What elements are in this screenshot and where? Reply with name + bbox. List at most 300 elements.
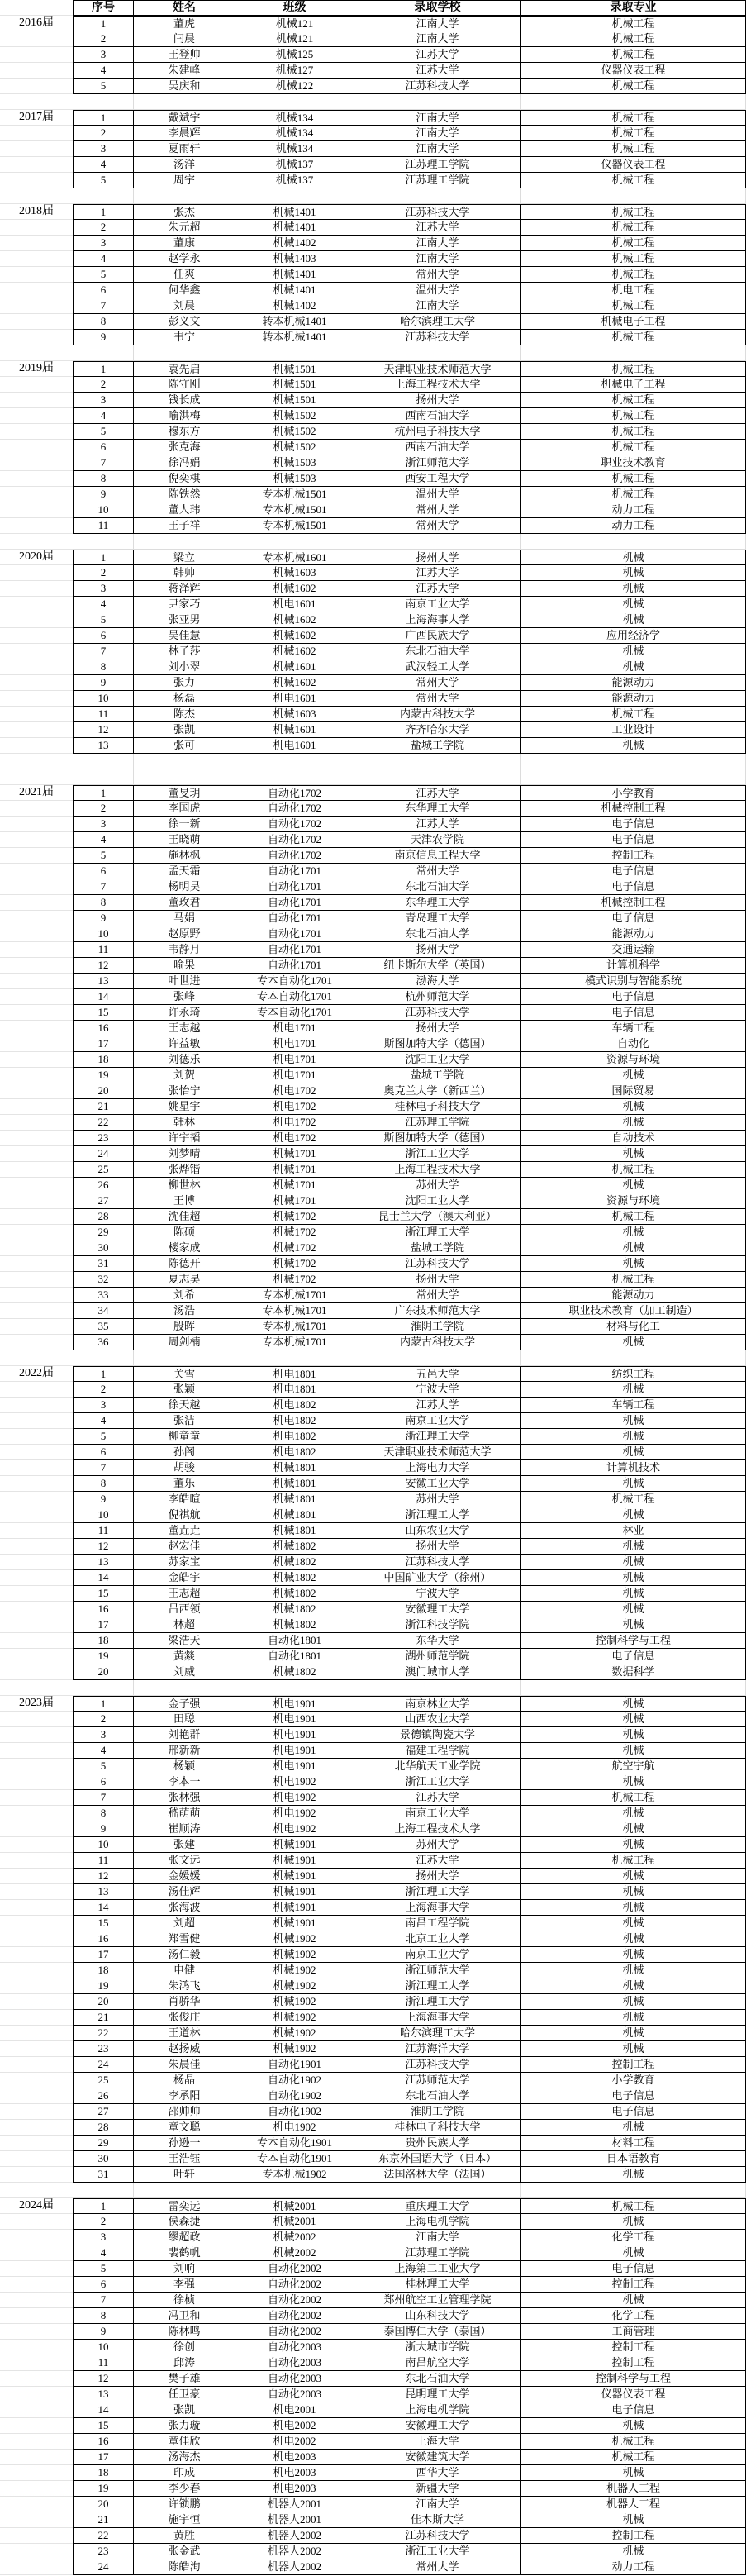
table-cell: 专本机械1701 bbox=[235, 1303, 354, 1319]
table-row bbox=[0, 16, 746, 31]
year-cell bbox=[0, 1445, 73, 1460]
table-cell: 自动化1902 bbox=[235, 2073, 354, 2088]
table-cell: 2 bbox=[73, 126, 134, 141]
table-cell: 自动化1701 bbox=[235, 895, 354, 911]
year-cell bbox=[0, 408, 73, 424]
table-cell: 施林枫 bbox=[134, 848, 235, 864]
year-cell bbox=[0, 173, 73, 188]
table-cell: 12 bbox=[73, 722, 134, 738]
table-cell: 彭义文 bbox=[134, 314, 235, 330]
table-cell: 机械电子工程 bbox=[521, 377, 746, 393]
table-cell: 黄胜 bbox=[134, 2528, 235, 2544]
table-cell: 17 bbox=[73, 1617, 134, 1633]
separator-cell bbox=[354, 1350, 521, 1366]
separator-cell bbox=[73, 345, 134, 361]
table-cell: 机械 bbox=[521, 2026, 746, 2041]
table-cell: 机械121 bbox=[235, 16, 354, 31]
table-cell: 机械1503 bbox=[235, 471, 354, 487]
table-cell: 13 bbox=[73, 974, 134, 989]
table-cell: 2 bbox=[73, 801, 134, 817]
table-cell: 奥克兰大学（新西兰） bbox=[354, 1083, 521, 1099]
table-cell: 24 bbox=[73, 2057, 134, 2073]
table-cell: 邵帅帅 bbox=[134, 2104, 235, 2120]
table-cell: 机械 bbox=[521, 2418, 746, 2434]
table-cell: 蒋泽辉 bbox=[134, 581, 235, 597]
table-cell: 章佳欣 bbox=[134, 2434, 235, 2450]
table-cell: 应用经济学 bbox=[521, 628, 746, 644]
table-row bbox=[0, 1319, 746, 1335]
table-cell: 杨磊 bbox=[134, 691, 235, 707]
table-row bbox=[0, 911, 746, 926]
table-cell: 机械1603 bbox=[235, 565, 354, 581]
table-row bbox=[0, 1382, 746, 1398]
table-row bbox=[0, 1413, 746, 1429]
table-cell: 关雪 bbox=[134, 1366, 235, 1382]
table-cell: 江苏大学 bbox=[354, 220, 521, 236]
year-cell bbox=[0, 1633, 73, 1649]
year-cell bbox=[0, 94, 73, 110]
table-cell: 孙阁 bbox=[134, 1445, 235, 1460]
table-cell: 机械 bbox=[521, 1335, 746, 1350]
table-cell: 机器人2002 bbox=[235, 2528, 354, 2544]
table-row bbox=[0, 1366, 746, 1382]
year-cell bbox=[0, 1398, 73, 1413]
table-cell: 泰国博仁大学（泰国） bbox=[354, 2324, 521, 2340]
table-cell: 江苏理工学院 bbox=[354, 157, 521, 173]
year-cell bbox=[0, 1429, 73, 1445]
year-cell bbox=[0, 1821, 73, 1837]
year-cell bbox=[0, 1146, 73, 1162]
table-cell: 机械 bbox=[521, 644, 746, 659]
table-cell: 3 bbox=[73, 141, 134, 157]
year-cell bbox=[0, 644, 73, 659]
year-cell bbox=[0, 2010, 73, 2026]
table-cell: 郑雪健 bbox=[134, 1931, 235, 1947]
table-cell: 浙江工业大学 bbox=[354, 1774, 521, 1790]
table-cell: 36 bbox=[73, 1335, 134, 1350]
table-cell: 李皓暄 bbox=[134, 1492, 235, 1507]
table-cell: 周宇 bbox=[134, 173, 235, 188]
table-cell: 机械1902 bbox=[235, 2010, 354, 2026]
table-cell: 机械1501 bbox=[235, 377, 354, 393]
table-cell: 南昌工程学院 bbox=[354, 1916, 521, 1931]
table-cell: 常州大学 bbox=[354, 518, 521, 534]
table-row bbox=[0, 895, 746, 911]
separator-cell bbox=[235, 2183, 354, 2198]
table-cell: 自动化1702 bbox=[235, 817, 354, 832]
year-cell bbox=[0, 31, 73, 47]
year-cell bbox=[0, 2230, 73, 2245]
table-cell: 夏志昊 bbox=[134, 1272, 235, 1288]
table-cell: 浙江理工大学 bbox=[354, 1225, 521, 1240]
table-cell: 机械1802 bbox=[235, 1602, 354, 1617]
table-cell: 专本机械1501 bbox=[235, 502, 354, 518]
table-cell: 五邑大学 bbox=[354, 1366, 521, 1382]
table-cell: 机械 bbox=[521, 1115, 746, 1131]
table-cell: 江苏科技大学 bbox=[354, 2057, 521, 2073]
table-cell: 材料与化工 bbox=[521, 1319, 746, 1335]
table-row bbox=[0, 1994, 746, 2010]
year-cell bbox=[0, 2136, 73, 2151]
table-cell: 自动化1902 bbox=[235, 2104, 354, 2120]
table-cell: 机电1801 bbox=[235, 1382, 354, 1398]
separator-cell bbox=[73, 1350, 134, 1366]
table-cell: 机械工程 bbox=[521, 330, 746, 345]
table-cell: 扬州大学 bbox=[354, 1539, 521, 1555]
table-cell: 4 bbox=[73, 2245, 134, 2261]
table-cell: 自动技术 bbox=[521, 1131, 746, 1146]
year-cell bbox=[0, 2308, 73, 2324]
table-row bbox=[0, 565, 746, 581]
table-cell: 机械 bbox=[521, 1240, 746, 1256]
table-cell: 自动化2002 bbox=[235, 2261, 354, 2277]
table-cell: 机械1603 bbox=[235, 707, 354, 722]
year-cell bbox=[0, 455, 73, 471]
table-row bbox=[0, 2198, 746, 2214]
table-row bbox=[0, 1445, 746, 1460]
table-cell: 化学工程 bbox=[521, 2308, 746, 2324]
table-row bbox=[0, 2340, 746, 2355]
year-cell bbox=[0, 377, 73, 393]
year-cell bbox=[0, 2183, 73, 2198]
table-cell: 汤仁毅 bbox=[134, 1947, 235, 1963]
table-row bbox=[0, 942, 746, 958]
table-cell: 17 bbox=[73, 1036, 134, 1052]
table-cell: 6 bbox=[73, 440, 134, 455]
table-cell: 车辆工程 bbox=[521, 1021, 746, 1036]
table-cell: 东华大学 bbox=[354, 1633, 521, 1649]
table-row bbox=[0, 1193, 746, 1209]
table-row bbox=[0, 330, 746, 345]
table-row bbox=[0, 157, 746, 173]
table-row bbox=[0, 738, 746, 754]
table-cell: 4 bbox=[73, 1413, 134, 1429]
table-cell: 16 bbox=[73, 1602, 134, 1617]
year-cell bbox=[0, 63, 73, 79]
table-cell: 安徽工业大学 bbox=[354, 1476, 521, 1492]
table-cell: 内蒙古科技大学 bbox=[354, 1335, 521, 1350]
table-cell: 机械 bbox=[521, 1712, 746, 1727]
table-cell: 机械工程 bbox=[521, 2434, 746, 2450]
table-cell: 机电1702 bbox=[235, 1083, 354, 1099]
table-row bbox=[0, 1523, 746, 1539]
year-cell bbox=[0, 1916, 73, 1931]
table-row bbox=[0, 1916, 746, 1931]
table-cell: 温州大学 bbox=[354, 283, 521, 298]
table-cell: 24 bbox=[73, 1146, 134, 1162]
table-cell: 江苏大学 bbox=[354, 581, 521, 597]
table-cell: 机械工程 bbox=[521, 393, 746, 408]
table-cell: 机械工程 bbox=[521, 47, 746, 63]
table-cell: 机械工程 bbox=[521, 16, 746, 31]
table-cell: 机械1902 bbox=[235, 1963, 354, 1978]
table-cell: 江南大学 bbox=[354, 2497, 521, 2512]
table-cell: 1 bbox=[73, 16, 134, 31]
year-cell bbox=[0, 251, 73, 267]
table-cell: 机械工程 bbox=[521, 141, 746, 157]
table-cell: 21 bbox=[73, 2512, 134, 2528]
table-cell: 14 bbox=[73, 2402, 134, 2418]
table-cell: 张林强 bbox=[134, 1790, 235, 1806]
year-cell bbox=[0, 1806, 73, 1821]
separator-cell bbox=[73, 2183, 134, 2198]
year-cell bbox=[0, 942, 73, 958]
table-cell: 28 bbox=[73, 2120, 134, 2136]
table-cell: 5 bbox=[73, 79, 134, 94]
table-cell: 机械 bbox=[521, 1617, 746, 1633]
table-cell: 机电1901 bbox=[235, 1712, 354, 1727]
table-cell: 林子莎 bbox=[134, 644, 235, 659]
table-row bbox=[0, 1131, 746, 1146]
table-cell: 机械 bbox=[521, 612, 746, 628]
table-cell: 上海大学 bbox=[354, 2434, 521, 2450]
table-cell: 控制工程 bbox=[521, 2355, 746, 2371]
table-row bbox=[0, 2512, 746, 2528]
table-row bbox=[0, 2528, 746, 2544]
year-cell bbox=[0, 1884, 73, 1900]
table-cell: 3 bbox=[73, 817, 134, 832]
table-cell: 穆东方 bbox=[134, 424, 235, 440]
table-cell: 机械工程 bbox=[521, 204, 746, 220]
table-cell: 6 bbox=[73, 1445, 134, 1460]
table-row bbox=[0, 2261, 746, 2277]
table-cell: 机器人2001 bbox=[235, 2497, 354, 2512]
table-cell: 机械134 bbox=[235, 110, 354, 126]
year-label: 2019届 bbox=[0, 361, 73, 377]
table-row bbox=[0, 63, 746, 79]
separator-cell bbox=[521, 1680, 746, 1696]
table-cell: 许永琦 bbox=[134, 1005, 235, 1021]
table-cell: 江苏科技大学 bbox=[354, 330, 521, 345]
table-cell: 机械1801 bbox=[235, 1460, 354, 1476]
table-cell: 江南大学 bbox=[354, 298, 521, 314]
table-cell: 自动化1701 bbox=[235, 958, 354, 974]
table-cell: 8 bbox=[73, 2308, 134, 2324]
table-cell: 江苏大学 bbox=[354, 47, 521, 63]
year-cell bbox=[0, 2418, 73, 2434]
table-cell: 机械工程 bbox=[521, 251, 746, 267]
table-cell: 机械2002 bbox=[235, 2230, 354, 2245]
table-row bbox=[0, 879, 746, 895]
table-row bbox=[0, 1963, 746, 1978]
table-cell: 浙江工业大学 bbox=[354, 2544, 521, 2559]
table-cell: 1 bbox=[73, 550, 134, 565]
year-cell bbox=[0, 1335, 73, 1350]
separator-cell bbox=[354, 188, 521, 204]
table-row bbox=[0, 864, 746, 879]
year-cell bbox=[0, 1460, 73, 1476]
separator-cell bbox=[235, 1350, 354, 1366]
table-cell: 天津农学院 bbox=[354, 832, 521, 848]
table-cell: 机电1702 bbox=[235, 1099, 354, 1115]
table-cell: 2 bbox=[73, 1712, 134, 1727]
table-cell: 机械2001 bbox=[235, 2214, 354, 2230]
table-cell: 王登帅 bbox=[134, 47, 235, 63]
table-cell: 机械1401 bbox=[235, 283, 354, 298]
table-cell: 控制工程 bbox=[521, 2057, 746, 2073]
table-cell: 机械 bbox=[521, 1602, 746, 1617]
table-cell: 机械2001 bbox=[235, 2198, 354, 2214]
separator-cell bbox=[235, 754, 354, 769]
table-cell: 专本自动化1901 bbox=[235, 2136, 354, 2151]
table-row bbox=[0, 989, 746, 1005]
table-cell: 尹家巧 bbox=[134, 597, 235, 612]
table-cell: 东华理工大学 bbox=[354, 801, 521, 817]
year-cell bbox=[0, 2245, 73, 2261]
table-cell: 董康 bbox=[134, 236, 235, 251]
separator-cell bbox=[134, 94, 235, 110]
table-cell: 浙大城市学院 bbox=[354, 2340, 521, 2355]
table-cell: 陈德开 bbox=[134, 1256, 235, 1272]
table-cell: 喻洪梅 bbox=[134, 408, 235, 424]
year-cell bbox=[0, 1240, 73, 1256]
table-cell: 机械电子工程 bbox=[521, 314, 746, 330]
table-cell: 6 bbox=[73, 864, 134, 879]
table-cell: 4 bbox=[73, 251, 134, 267]
table-row bbox=[0, 267, 746, 283]
year-cell bbox=[0, 1319, 73, 1335]
year-cell bbox=[0, 1539, 73, 1555]
table-cell: 机电1601 bbox=[235, 691, 354, 707]
table-cell: 张海波 bbox=[134, 1900, 235, 1916]
table-cell: 机械1702 bbox=[235, 1209, 354, 1225]
table-cell: 机械1602 bbox=[235, 628, 354, 644]
table-cell: 吴佳慧 bbox=[134, 628, 235, 644]
table-row bbox=[0, 1225, 746, 1240]
table-cell: 6 bbox=[73, 283, 134, 298]
table-cell: 冯卫和 bbox=[134, 2308, 235, 2324]
table-row bbox=[0, 408, 746, 424]
table-cell: 常州大学 bbox=[354, 675, 521, 691]
separator-cell bbox=[521, 2183, 746, 2198]
table-cell: 南京信息工程大学 bbox=[354, 848, 521, 864]
year-cell bbox=[0, 1083, 73, 1099]
table-cell: 6 bbox=[73, 2277, 134, 2293]
table-cell: 6 bbox=[73, 1774, 134, 1790]
table-cell: 自动化2002 bbox=[235, 2308, 354, 2324]
table-cell: 浙江理工大学 bbox=[354, 1884, 521, 1900]
table-cell: 盐城工学院 bbox=[354, 738, 521, 754]
table-cell: 机械 bbox=[521, 565, 746, 581]
table-cell: 江苏大学 bbox=[354, 565, 521, 581]
table-cell: 机电1702 bbox=[235, 1115, 354, 1131]
separator-cell bbox=[134, 1350, 235, 1366]
table-cell: 张亚男 bbox=[134, 612, 235, 628]
year-cell bbox=[0, 738, 73, 754]
table-cell: 机械 bbox=[521, 1476, 746, 1492]
year-cell bbox=[0, 2481, 73, 2497]
table-cell: 杨明昊 bbox=[134, 879, 235, 895]
separator-cell bbox=[235, 188, 354, 204]
table-cell: 自动化1701 bbox=[235, 864, 354, 879]
table-cell: 15 bbox=[73, 1916, 134, 1931]
year-cell bbox=[0, 2214, 73, 2230]
table-cell: 34 bbox=[73, 1303, 134, 1319]
separator-cell bbox=[354, 754, 521, 769]
table-cell: 许宇韬 bbox=[134, 1131, 235, 1146]
table-row bbox=[0, 1162, 746, 1178]
table-cell: 5 bbox=[73, 424, 134, 440]
year-cell bbox=[0, 502, 73, 518]
year-cell bbox=[0, 79, 73, 94]
table-cell: 机械工程 bbox=[521, 1492, 746, 1507]
year-cell bbox=[0, 1994, 73, 2010]
table-cell: 刘梦晴 bbox=[134, 1146, 235, 1162]
year-cell bbox=[0, 1963, 73, 1978]
table-cell: 22 bbox=[73, 2026, 134, 2041]
separator-row bbox=[0, 754, 746, 769]
year-cell bbox=[0, 722, 73, 738]
table-cell: 机械1602 bbox=[235, 675, 354, 691]
table-cell: 机器人工程 bbox=[521, 2481, 746, 2497]
table-cell: 机械121 bbox=[235, 31, 354, 47]
table-cell: 江苏理工学院 bbox=[354, 2245, 521, 2261]
table-cell: 机电1901 bbox=[235, 1743, 354, 1759]
year-cell bbox=[0, 1790, 73, 1806]
year-cell bbox=[0, 1931, 73, 1947]
table-cell: 19 bbox=[73, 1978, 134, 1994]
table-cell: 9 bbox=[73, 1492, 134, 1507]
table-row bbox=[0, 141, 746, 157]
table-row bbox=[0, 1931, 746, 1947]
table-cell: 扬州大学 bbox=[354, 1869, 521, 1884]
table-row bbox=[0, 2387, 746, 2402]
table-row bbox=[0, 1429, 746, 1445]
table-cell: 日本语教育 bbox=[521, 2151, 746, 2167]
table-cell: 机械工程 bbox=[521, 236, 746, 251]
table-cell: 机械125 bbox=[235, 47, 354, 63]
table-cell: 机械工程 bbox=[521, 79, 746, 94]
table-cell: 马娟 bbox=[134, 911, 235, 926]
year-cell bbox=[0, 1131, 73, 1146]
separator-cell bbox=[354, 94, 521, 110]
table-cell: 张烨锴 bbox=[134, 1162, 235, 1178]
year-cell bbox=[0, 628, 73, 644]
separator-cell bbox=[134, 534, 235, 550]
table-cell: 化学工程 bbox=[521, 2230, 746, 2245]
table-cell: 机械工程 bbox=[521, 31, 746, 47]
table-row bbox=[0, 1256, 746, 1272]
year-cell bbox=[0, 2104, 73, 2120]
table-cell: 12 bbox=[73, 1539, 134, 1555]
table-cell: 东北石油大学 bbox=[354, 879, 521, 895]
table-cell: 15 bbox=[73, 2418, 134, 2434]
table-cell: 申健 bbox=[134, 1963, 235, 1978]
year-cell bbox=[0, 1492, 73, 1507]
table-cell: 温州大学 bbox=[354, 487, 521, 502]
table-cell: 金子强 bbox=[134, 1696, 235, 1712]
table-cell: 33 bbox=[73, 1288, 134, 1303]
year-cell bbox=[0, 1617, 73, 1633]
table-cell: 樊子雄 bbox=[134, 2371, 235, 2387]
table-cell: 肖骄华 bbox=[134, 1994, 235, 2010]
table-cell: 12 bbox=[73, 2371, 134, 2387]
table-cell: 机械 bbox=[521, 1743, 746, 1759]
table-cell: 工商管理 bbox=[521, 2324, 746, 2340]
table-cell: 邱涛 bbox=[134, 2355, 235, 2371]
table-cell: 4 bbox=[73, 63, 134, 79]
table-cell: 江南大学 bbox=[354, 16, 521, 31]
year-cell bbox=[0, 691, 73, 707]
table-cell: 职业技术教育 bbox=[521, 455, 746, 471]
table-row bbox=[0, 126, 746, 141]
table-cell: 吴庆和 bbox=[134, 79, 235, 94]
year-cell bbox=[0, 47, 73, 63]
table-cell: 江苏科技大学 bbox=[354, 204, 521, 220]
table-cell: 13 bbox=[73, 2387, 134, 2402]
table-cell: 22 bbox=[73, 1115, 134, 1131]
table-cell: 董旻玥 bbox=[134, 785, 235, 801]
